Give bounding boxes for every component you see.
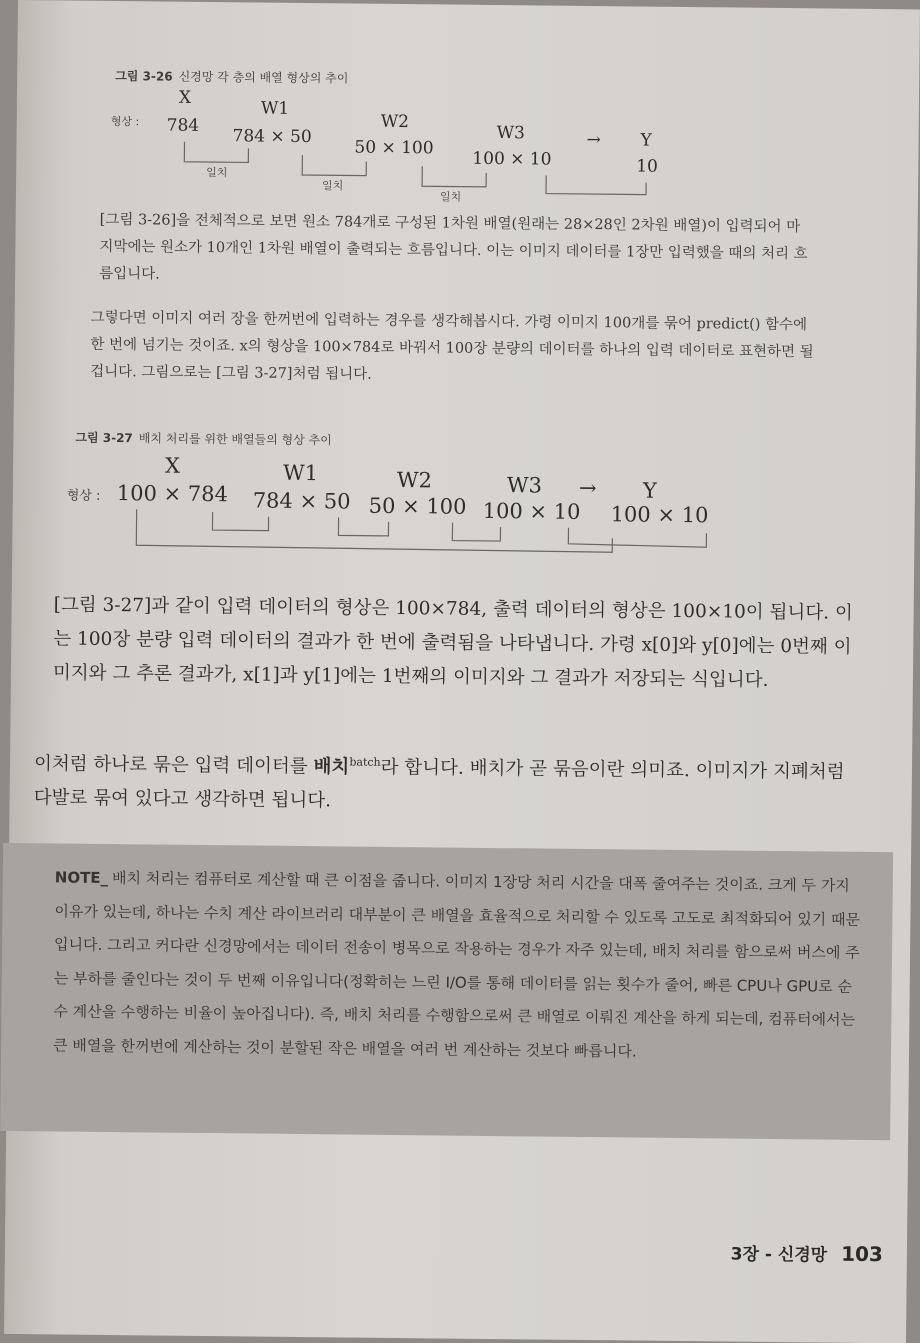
shape-x: 784: [166, 115, 200, 136]
book-page: [4, 0, 920, 1343]
figure-title: 배치 처리를 위한 배열들의 형상 추이: [138, 431, 332, 448]
header-y: Y: [642, 478, 657, 503]
shape-w3: 100 × 10: [472, 148, 552, 170]
header-x: X: [165, 453, 181, 478]
header-w1: W1: [260, 98, 290, 119]
match-label-1: 일치: [206, 165, 228, 180]
term-batch: 배치: [313, 756, 350, 778]
shape-w1: 784 × 50: [232, 126, 312, 148]
match-label-3: 일치: [439, 190, 462, 204]
header-y: Y: [640, 130, 652, 151]
note-body: 배치 처리는 컴퓨터로 계산할 때 큰 이점을 줍니다. 이미지 1장당 처리 시간을 대폭 줄여주는 것이죠. 크게 두 가지 이유가 있는데, 하나는 수치 계산 라이브러리 대부분이 큰 배열을 효율적으로 처리할 수 있도록 고도로 최적화되어 있기 때문입니다. 그리고 커다란 신경망에서는 데이터 전송이 병목으로 작용하는 경우가 자주 있는데, 배치 처리를 함으로써 버스에 주는 부하를 줄인다는 것이 두 번째 이유입니다(정확히는 느린 I/O를 통해 데이터를 읽는 횟수가 줄어, 빠른 CPU나 GPU로 순수 계산을 수행하는 비율이 높아집니다). 즉, 배치 처리를 수행함으로써 큰 배열로 이뤄진 계산을 하게 되는데, 컴퓨터에서는 큰 배열을 한꺼번에 계산하는 것이 분할된 작은 배열을 여러 번 계산하는 것보다 빠릅니다.: [52, 869, 861, 1061]
shape-w2: 50 × 100: [354, 137, 434, 159]
figure-label: 그림 3-27: [75, 430, 133, 446]
match-label-2: 일치: [322, 179, 344, 193]
note-label: NOTE_: [54, 868, 109, 887]
arrow: →: [578, 475, 597, 501]
shape-w2: 50 × 100: [368, 493, 467, 519]
figure-title: 신경망 각 층의 배열 형상의 추이: [178, 69, 349, 86]
chapter-title: 3장 - 신경망: [730, 1244, 828, 1266]
shape-y: 100 × 10: [610, 502, 709, 528]
paragraph-4-start: 이처럼 하나로 묶은 입력 데이터를: [33, 753, 314, 778]
header-w1: W1: [282, 460, 319, 486]
header-x: X: [178, 87, 192, 108]
header-w2: W2: [396, 467, 433, 493]
shape-w1: 784 × 50: [252, 488, 351, 514]
shape-x: 100 × 784: [116, 481, 229, 507]
header-w2: W2: [380, 111, 410, 133]
note-box: [0, 843, 893, 1140]
header-w3: W3: [506, 473, 543, 498]
arrow: →: [586, 129, 601, 151]
page-footer: [731, 1240, 883, 1267]
paragraph-3: [그림 3-27]과 같이 입력 데이터의 형상은 100×784, 출력 데이터의 형상은 100×10이 됩니다. 이는 100장 분량 입력 데이터의 결과가 한 번에 출력됨을 나타냅니다. 가령 x[0]와 y[0]에는 0번째 이미지와 그 추론 결과가, x[1]과 y[1]에는 1번째의 이미지와 그 결과가 저장되는 식입니다.: [52, 594, 853, 691]
row-label: 형상 :: [110, 114, 140, 129]
shape-w3: 100 × 10: [482, 498, 581, 524]
term-batch-english: batch: [349, 755, 381, 769]
paragraph-4: [33, 742, 864, 824]
paragraph-4-end: 라 합니다. 배치가 곧 묶음이란 의미죠. 이미지가 지폐처럼 다발로 묶여 있다고 생각하면 됩니다.: [33, 756, 845, 812]
shape-y: 10: [636, 156, 659, 177]
page-number: 103: [841, 1241, 884, 1267]
figure-label: 그림 3-26: [115, 69, 173, 84]
note-text: [53, 861, 867, 1070]
paragraph-2: 그렇다면 이미지 여러 장을 한꺼번에 입력하는 경우를 생각해봅시다. 가령 이미지 100개를 묶어 predict() 함수에 한 번에 넘기는 것이죠. x의 형상을 100×784로 바꿔서 100장 분량의 데이터를 하나의 입력 데이터로 표현하면 될 겁니다. 그림으로는 [그림 3-27]처럼 됩니다.: [90, 309, 814, 383]
paragraph-1: [그림 3-26]을 전체적으로 보면 원소 784개로 구성된 1차원 배열(원래는 28×28인 2차원 배열)이 입력되어 마지막에는 원소가 10개인 1차원 배열이 출력되는 흐름입니다. 이는 이미지 데이터를 1장만 입력했을 때의 처리 흐름입니다.: [99, 211, 808, 283]
row-label: 형상 :: [66, 488, 101, 504]
header-w3: W3: [496, 123, 526, 144]
